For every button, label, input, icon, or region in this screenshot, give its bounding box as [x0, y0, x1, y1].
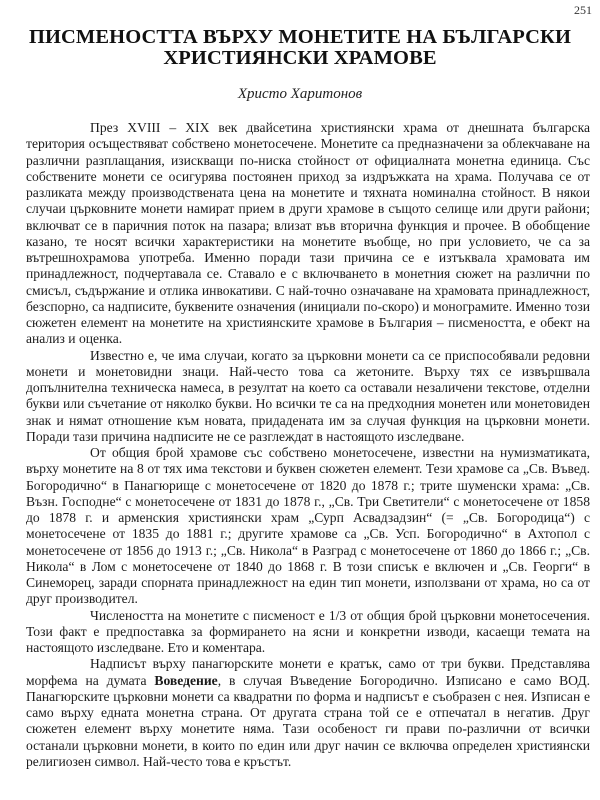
bold-term-vovedenie: Воведение — [154, 672, 218, 688]
article-body — [26, 120, 590, 770]
article-title — [0, 27, 600, 69]
paragraph-5-text-end: , в случая Въведение Богородично. Изписано е само ВОД. Панагюрските църковни монети са квадратни по форма и надписът е съобразен с нея. Изписан е само върху едната монетна страна. От другата страна той се е отпечатал в негатив. Друг сюжетен елемент върху монетите няма. Тази особеност ги прави по-различни от всички останали църковни монети, в които по един или друг начин се включва определен християнски религиозен символ. Най-често това е кръстът. — [26, 672, 590, 769]
title-line-2: ХРИСТИЯНСКИ ХРАМОВЕ — [163, 47, 437, 69]
title-line-1: ПИСМЕНОСТТА ВЪРХУ МОНЕТИТЕ НА БЪЛГАРСКИ — [28, 26, 572, 48]
page-number: 251 — [574, 3, 592, 17]
paragraph-5 — [26, 656, 590, 770]
paragraph-3: От общия брой храмове със собствено монетосечене, известни на нумизматиката, върху монетите на 8 от тях има текстови и буквен сюжетен елемент. Тези храмове са „Св. Въвед. Богородично“ в Панагюрище с монетосечене от 1820 до 1878 г.; трите шуменски храма: „Св. Възн. Господне“ с монетосечене от 1831 до 1878 г., „Св. Три Светители“ с монетосечене от 1858 до 1878 г. и арменския християнски храм „Сурп Асвадзадзин“ (= „Св. Богородица“) с монетосечене от 1835 до 1881 г.; другите храмове са „Св. Усп. Богородично“ в Ахтопол с монетосечене от 1856 до 1913 г.; „Св. Никола“ в Разград с монетосечене от 1860 до 1866 г.; „Св. Никола“ в Лом с монетосечене от 1840 до 1868 г. В този списък е включен и „Св. Георги“ в Синеморец, заради спорната принадлежност на един тип монети, използвани от храма, но са от друг производител. — [26, 445, 590, 607]
paragraph-2: Известно е, че има случаи, когато за църковни монети са се приспособявали редовни монети и монетовидни знаци. Най-често това са жетоните. Върху тях се извършвала допълнителна техническа намеса, в резултат на което са оставали незаличени текстове, отделни букви или съчетание от няколко букви. Но всички те са на предходния монетен или монетовиден знак и нямат отношение към новата, придадената им за случая функция на църковни монети. Поради тази причина надписите не се разглеждат в настоящото изследване. — [26, 347, 590, 444]
paragraph-1: През XVIII – XIX век двайсетина християнски храма от днешната българска територия осъществяват собствено монетосечене. Монетите са предназначени за облекчаване на различни разплащания, изискващи по-ниска стойност от официалната монетна единица. Със собствените монети се осигурява постоянен приход за издръжката на храма. Получава се от разликата между производствената цена на монетите и тяхната номинална стойност. В някои случаи църковните монети намират прием в други храмове в същото селище или други райони; включват се в паричния поток на пазара; влизат във вторична функция и прочее. В обобщение казано, те носят всички характеристики на монетите въобще, но при условието, че са за вътрешнохрамова употреба. Именно поради тази причина се е изтъквала храмовата им принадлежност, подчертавала се. Ставало е с включването в монетния сюжет на различни по смисъл, съдържание и отлика инвокативи. С най-точно означаване на храмовата принадлежност, безспорно, са надписите, буквените означения (инициали по-скоро) и монограмите. Именно този сюжетен елемент на монетите на християнските храмове в България – писмеността, е обект на анализ и оценка. — [26, 120, 590, 347]
paragraph-4: Числеността на монетите с писменост е 1/3 от общия брой църковни монетосечения. Този факт е предпоставка за формирането на ясни и конкретни изводи, касаещи темата на настоящото изследване. Ето и коментара. — [26, 607, 590, 655]
author-name: Христо Харитонов — [237, 86, 363, 102]
paragraph-5-text-start: Надписът върху панагюрските монети е кратък, само от три букви. Представлява морфема на думата — [26, 656, 590, 688]
